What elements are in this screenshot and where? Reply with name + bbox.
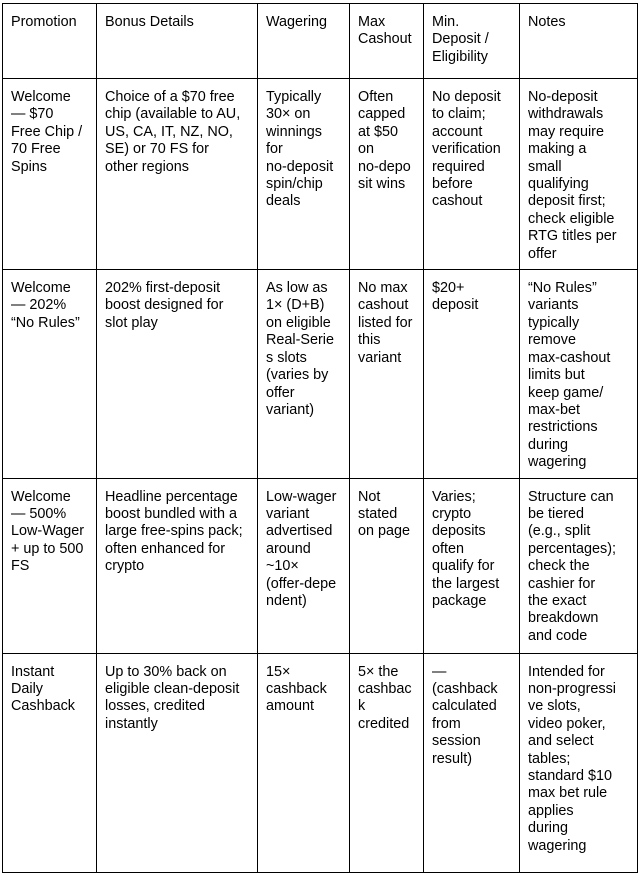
cell-min-deposit: — (cashback calculated from session result) (424, 653, 520, 872)
cell-wagering: 15× cashback amount (258, 653, 350, 872)
header-max-cashout: Max Cashout (350, 4, 424, 79)
table-row (3, 270, 638, 478)
cell-notes: “No Rules” variants typically remove max-cashout limits but keep game/ max-bet restrictions during wagering (520, 270, 638, 478)
header-wagering: Wagering (258, 4, 350, 79)
cell-promotion: Welcome — $70 Free Chip / 70 Free Spins (3, 79, 97, 270)
cell-min-deposit: No deposit to claim; account verification required before cashout (424, 79, 520, 270)
cell-max-cashout: Often capped at $50 on no-depo sit wins (350, 79, 424, 270)
cell-min-deposit: Varies; crypto deposits often qualify for the largest package (424, 478, 520, 653)
cell-promotion: Instant Daily Cashback (3, 653, 97, 872)
cell-notes: Intended for non-progressi ve slots, video poker, and select tables; standard $10 max bet rule applies during wagering (520, 653, 638, 872)
cell-notes: No-deposit withdrawals may require making a small qualifying deposit first; check eligible RTG titles per offer (520, 79, 638, 270)
cell-promotion: Welcome — 500% Low-Wager + up to 500 FS (3, 478, 97, 653)
cell-wagering: As low as 1× (D+B) on eligible Real-Serie s slots (varies by offer variant) (258, 270, 350, 478)
promotions-table (2, 3, 638, 873)
header-row (3, 4, 638, 79)
cell-bonus-details: Headline percentage boost bundled with a large free-spins pack; often enhanced for crypto (97, 478, 258, 653)
cell-bonus-details: Choice of a $70 free chip (available to AU, US, CA, IT, NZ, NO, SE) or 70 FS for other regions (97, 79, 258, 270)
table-row (3, 478, 638, 653)
header-bonus-details: Bonus Details (97, 4, 258, 79)
cell-max-cashout: 5× the cashbac k credited (350, 653, 424, 872)
table-header (3, 4, 638, 79)
cell-wagering: Typically 30× on winnings for no-deposit spin/chip deals (258, 79, 350, 270)
cell-min-deposit: $20+ deposit (424, 270, 520, 478)
table-row (3, 653, 638, 872)
cell-wagering: Low-wager variant advertised around ~10× (offer-depe ndent) (258, 478, 350, 653)
cell-max-cashout: Not stated on page (350, 478, 424, 653)
cell-notes: Structure can be tiered (e.g., split percentages); check the cashier for the exact breakdown and code (520, 478, 638, 653)
cell-bonus-details: Up to 30% back on eligible clean-deposit losses, credited instantly (97, 653, 258, 872)
header-promotion: Promotion (3, 4, 97, 79)
table-row (3, 79, 638, 270)
header-min-deposit-eligibility: Min. Deposit / Eligibility (424, 4, 520, 79)
table-body (3, 79, 638, 873)
header-notes: Notes (520, 4, 638, 79)
cell-bonus-details: 202% first-deposit boost designed for slot play (97, 270, 258, 478)
cell-max-cashout: No max cashout listed for this variant (350, 270, 424, 478)
cell-promotion: Welcome — 202% “No Rules” (3, 270, 97, 478)
